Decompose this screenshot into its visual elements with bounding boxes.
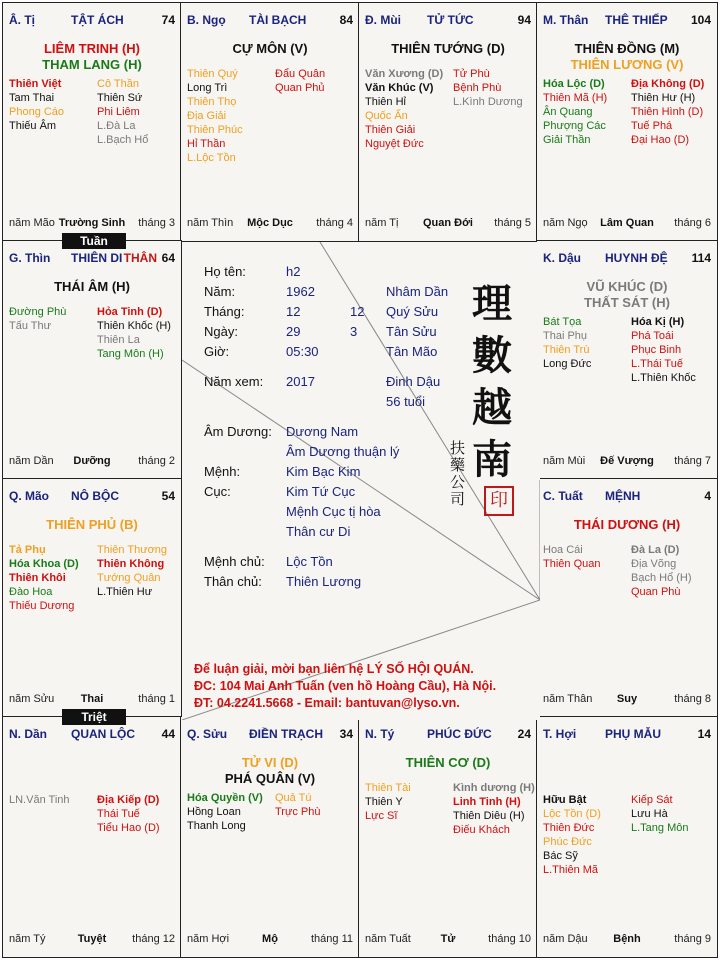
palace-month: tháng 1 (138, 693, 175, 705)
palace-month: tháng 7 (674, 455, 711, 467)
palace-number: 34 (339, 727, 353, 741)
minor-star: Tấu Thư (9, 320, 52, 332)
minor-star: Thiên Hư (H) (631, 92, 696, 104)
palace-header (543, 727, 711, 743)
minor-star: Thiên Quý (187, 68, 238, 80)
minor-star: Phúc Đức (543, 836, 592, 848)
month-label: Tháng: (204, 304, 245, 319)
palace-year: năm Dần (9, 455, 54, 467)
minor-star: Linh Tinh (H) (453, 796, 521, 808)
palace-stage: Mộc Dục (247, 217, 293, 229)
calligraphy-char: 越 (472, 384, 512, 431)
minor-star: L.Bạch Hổ (97, 134, 149, 146)
palace-footer (365, 217, 531, 231)
minor-star: Thanh Long (187, 820, 246, 832)
minor-stars-right (97, 77, 148, 147)
minor-star: L.Đà La (97, 120, 136, 132)
palace-number: 84 (339, 13, 353, 27)
minor-star: Thiên Tài (365, 782, 411, 794)
menh-chu-value: Lộc Tồn (286, 554, 333, 569)
minor-star: Địa Kiếp (D) (97, 794, 160, 806)
minor-star: L.Kình Dương (453, 96, 523, 108)
palace-name: MỆNH (605, 489, 641, 503)
palace-number: 54 (161, 489, 175, 503)
minor-star: Thiên Trù (543, 344, 590, 356)
palace-footer (365, 933, 531, 947)
main-star: THIÊN CƠ (D) (405, 755, 491, 770)
palace-number: 94 (517, 13, 531, 27)
palace-year: năm Hợi (187, 933, 230, 945)
minor-star: Tiểu Hao (D) (97, 822, 160, 834)
palace-month: tháng 3 (138, 217, 175, 229)
palace-stage: Tử (440, 933, 456, 945)
minor-star: Thiên Không (97, 558, 165, 570)
palace-name: PHỤ MẪU (605, 727, 661, 741)
palace-stage: Thai (80, 693, 104, 705)
palace-cell-ty[interactable] (358, 716, 538, 958)
minor-star: Thiên Hỉ (365, 96, 406, 108)
minor-star: Văn Xương (D) (365, 68, 444, 80)
minor-star: Thiên Diêu (H) (453, 810, 525, 822)
main-star: THIÊN PHỦ (B) (46, 517, 138, 532)
minor-star: Thiếu Dương (9, 600, 75, 612)
minor-star: Kiếp Sát (631, 794, 673, 806)
palace-number: 24 (517, 727, 531, 741)
palace-cell-than[interactable] (536, 2, 718, 242)
minor-star: Hữu Bật (543, 794, 587, 806)
minor-stars-left (9, 793, 70, 807)
than-chu-value: Thiên Lương (286, 574, 362, 589)
minor-star: Điếu Khách (453, 824, 510, 836)
main-star: CỰ MÔN (V) (232, 41, 308, 56)
minor-stars-right (275, 67, 325, 95)
menh-value: Kim Bạc Kim (286, 464, 361, 479)
palace-name: TỬ TỨC (427, 13, 474, 27)
palace-cell-dau[interactable] (536, 240, 718, 480)
minor-star: Thiên Thọ (187, 96, 237, 108)
minor-star: Nguyệt Đức (365, 138, 424, 150)
palace-year: năm Tuất (365, 933, 411, 945)
minor-star: L.Thiên Khốc (631, 372, 696, 384)
year-value: 1962 (286, 284, 315, 299)
center-info-panel (182, 242, 540, 720)
palace-cell-thin[interactable] (2, 240, 182, 480)
palace-stage: Mộ (262, 933, 278, 945)
palace-year: năm Tý (9, 933, 46, 945)
minor-star: Lưu Hà (631, 808, 668, 820)
minor-star: Phục Binh (631, 344, 682, 356)
minor-star: Tả Phụ (9, 544, 46, 556)
palace-month: tháng 9 (674, 933, 711, 945)
minor-star: L.Tang Môn (631, 822, 689, 834)
palace-month: tháng 10 (488, 933, 531, 945)
minor-stars-left (187, 67, 243, 165)
minor-star: Thiên Y (365, 796, 403, 808)
palace-name: TÀI BẠCH (249, 13, 307, 27)
view-year-label: Năm xem: (204, 374, 264, 389)
minor-star: Lực Sĩ (365, 810, 398, 822)
main-star: THIÊN ĐỒNG (M) (574, 41, 680, 56)
than-cu-note: Thân cư Di (286, 524, 351, 539)
palace-header (187, 727, 353, 743)
palace-year: năm Dậu (543, 933, 588, 945)
minor-stars-left (543, 793, 601, 877)
palace-month: tháng 8 (674, 693, 711, 705)
contact-line-1: Để luận giải, mời bạn liên hệ LÝ SỐ HỘI QUÁN. (194, 662, 474, 676)
palace-cell-mao[interactable] (2, 478, 182, 718)
palace-name: NÔ BỘC (71, 489, 119, 503)
minor-star: Long Đức (543, 358, 592, 370)
palace-cell-dan[interactable] (2, 716, 182, 958)
main-star: THÁI ÂM (H) (54, 279, 130, 294)
minor-stars-right (631, 77, 704, 147)
menh-chu-label: Mệnh chủ: (204, 554, 265, 569)
minor-star: Hóa Lộc (D) (543, 78, 605, 90)
minor-star: Địa Không (D) (631, 78, 705, 90)
minor-star: Hỏa Tinh (D) (97, 306, 163, 318)
main-star: TỬ VI (D) (241, 755, 299, 770)
contact-phone-email: ĐT: 04.2241.5668 - Email: bantuvan@lyso.vn. (194, 696, 460, 710)
palace-footer (9, 693, 175, 707)
palace-branch: C. Tuất (543, 489, 583, 503)
calligraphy-signature (450, 440, 466, 508)
minor-star: Văn Khúc (V) (365, 82, 434, 94)
palace-branch: G. Thìn (9, 251, 51, 265)
than-marker: THÂN (123, 251, 157, 265)
palace-name: HUYNH ĐỆ (605, 251, 668, 265)
minor-star: Thiên Hình (D) (631, 106, 704, 118)
palace-number: 14 (697, 727, 711, 741)
palace-branch: Q. Sửu (187, 727, 228, 741)
palace-stage: Dưỡng (73, 455, 111, 467)
minor-star: Quả Tú (275, 792, 312, 804)
palace-header (543, 489, 711, 505)
palace-footer (543, 217, 711, 231)
minor-star: Thiếu Âm (9, 120, 57, 132)
menh-label: Mệnh: (204, 464, 241, 479)
minor-star: Thiên La (97, 334, 140, 346)
hour-can-chi: Tân Mão (386, 344, 438, 359)
day-value: 29 (286, 324, 301, 339)
year-can-chi: Nhâm Dần (386, 284, 449, 299)
palace-footer (187, 217, 353, 231)
palace-year: năm Tị (365, 217, 399, 229)
minor-star: Thiên Phúc (187, 124, 243, 136)
palace-year: năm Mão (9, 217, 55, 229)
minor-stars-left (365, 781, 411, 823)
main-star: THẤT SÁT (H) (584, 295, 670, 310)
palace-branch: Â. Tị (9, 13, 35, 27)
minor-stars-left (187, 791, 263, 833)
minor-star: L.Thiên Mã (543, 864, 599, 876)
main-star: THIÊN LƯƠNG (V) (570, 57, 684, 72)
minor-star: Trực Phù (275, 806, 321, 818)
minor-star: Phá Toái (631, 330, 674, 342)
minor-star: Hoa Cái (543, 544, 583, 556)
minor-star: Thiên Quan (543, 558, 601, 570)
minor-star: L.Thái Tuế (631, 358, 683, 370)
than-chu-label: Thân chủ: (204, 574, 262, 589)
signature-char: 司 (450, 490, 466, 508)
hour-label: Giờ: (204, 344, 230, 359)
minor-star: Quan Phủ (275, 82, 325, 94)
palace-name: THIÊN DI (71, 251, 123, 265)
view-year-can-chi: Đinh Dậu (386, 374, 441, 389)
palace-cell-ngo[interactable] (180, 2, 360, 242)
signature-char: 藥 (450, 456, 466, 474)
minor-stars-left (9, 305, 66, 333)
minor-star: Đại Hao (D) (631, 134, 690, 146)
palace-branch: K. Dậu (543, 251, 582, 265)
palace-cell-ti[interactable] (2, 2, 182, 242)
tuan-marker: Tuần (62, 233, 126, 249)
red-seal-stamp: 印 (484, 486, 514, 516)
palace-branch: Đ. Mùi (365, 13, 401, 27)
main-star: THÁI DƯƠNG (H) (573, 517, 681, 532)
minor-star: Thiên Khôi (9, 572, 66, 584)
palace-number: 114 (691, 251, 711, 265)
palace-footer (9, 933, 175, 947)
year-label: Năm: (204, 284, 236, 299)
palace-month: tháng 12 (132, 933, 175, 945)
minor-stars-left (543, 315, 591, 371)
minor-star: Thai Phụ (543, 330, 588, 342)
palace-stage: Quan Đới (423, 217, 473, 229)
palace-month: tháng 11 (310, 933, 353, 945)
minor-stars-right (97, 793, 160, 835)
minor-star: Đẩu Quân (275, 68, 326, 80)
minor-stars-right (631, 543, 692, 599)
palace-name: TẬT ÁCH (71, 13, 124, 27)
palace-header (365, 13, 531, 29)
minor-star: L.Lộc Tồn (187, 152, 236, 164)
palace-footer (187, 933, 353, 947)
signature-char: 扶 (450, 439, 466, 457)
palace-footer (9, 217, 175, 231)
calligraphy-char: 理 (472, 280, 512, 327)
amduong-value: Dương Nam (286, 424, 359, 439)
minor-star: Lộc Tồn (D) (543, 808, 601, 820)
main-star: THAM LANG (H) (42, 57, 142, 72)
palace-number: 4 (704, 489, 711, 503)
view-year-value: 2017 (286, 374, 315, 389)
palace-branch: T. Hợi (543, 727, 577, 741)
minor-star: Tướng Quân (97, 572, 161, 584)
palace-header (365, 727, 531, 743)
palace-name: ĐIỀN TRẠCH (249, 727, 323, 741)
palace-number: 74 (161, 13, 175, 27)
minor-star: L.Thiên Hư (97, 586, 153, 598)
palace-branch: M. Thân (543, 13, 589, 27)
palace-name: PHÚC ĐỨC (427, 727, 492, 741)
signature-char: 公 (450, 473, 466, 491)
minor-star: Thiên Sứ (97, 92, 143, 104)
palace-header (543, 13, 711, 29)
minor-star: Hóa Khoa (D) (9, 558, 79, 570)
name-label: Họ tên: (204, 264, 246, 279)
palace-month: tháng 5 (494, 217, 531, 229)
minor-stars-left (543, 77, 607, 147)
minor-star: Đà La (D) (631, 544, 680, 556)
palace-stage: Lâm Quan (600, 217, 654, 229)
minor-star: Địa Võng (631, 558, 677, 570)
calligraphy-char: 南 (472, 436, 512, 483)
minor-star: Giải Thần (543, 134, 591, 146)
minor-star: Phi Liêm (97, 106, 140, 118)
palace-header (543, 251, 711, 267)
minor-star: Bệnh Phù (453, 82, 502, 94)
minor-stars-right (631, 793, 688, 835)
minor-star: Quốc Ấn (365, 110, 408, 122)
palace-cell-tuat[interactable] (536, 478, 718, 718)
month-can-chi: Quý Sửu (386, 304, 439, 319)
minor-stars-left (9, 543, 79, 613)
palace-header (9, 251, 175, 267)
hour-value: 05:30 (286, 344, 319, 359)
palace-year: năm Ngọ (543, 217, 588, 229)
minor-stars-left (9, 77, 64, 133)
palace-branch: N. Dần (9, 727, 48, 741)
palace-cell-mui[interactable] (358, 2, 538, 242)
minor-star: Tam Thai (9, 92, 55, 104)
minor-star: Tử Phù (453, 68, 490, 80)
month-lunar: 12 (350, 304, 365, 319)
age-value: 56 tuổi (386, 394, 426, 409)
minor-star: Cô Thần (97, 78, 139, 90)
palace-footer (9, 455, 175, 469)
minor-star: Bác Sỹ (543, 850, 578, 862)
minor-star: Phong Cáo (9, 106, 65, 118)
palace-stage: Bệnh (613, 933, 641, 945)
amduong-label: Âm Dương: (204, 424, 272, 439)
palace-footer (543, 933, 711, 947)
main-star: PHÁ QUÂN (V) (224, 771, 316, 786)
main-star: VŨ KHÚC (D) (586, 279, 668, 294)
month-value: 12 (286, 304, 301, 319)
minor-star: Ân Quang (543, 106, 593, 118)
minor-stars-right (97, 543, 167, 599)
palace-number: 104 (690, 13, 711, 27)
cuc-value: Kim Tứ Cục (286, 484, 356, 499)
minor-star: Địa Giải (187, 110, 227, 122)
minor-star: Hóa Kị (H) (631, 316, 685, 328)
minor-stars-left (365, 67, 443, 151)
minor-star: Hỉ Thần (187, 138, 226, 150)
cuc-note: Mệnh Cục tị hòa (286, 504, 381, 519)
minor-star: Hóa Quyền (V) (187, 792, 263, 804)
minor-star: Bạch Hổ (H) (631, 572, 692, 584)
cuc-label: Cục: (204, 484, 231, 499)
palace-stage: Trường Sinh (58, 217, 126, 229)
palace-number: 64 (161, 251, 175, 265)
main-star: LIÊM TRINH (H) (43, 41, 141, 56)
minor-star: Thiên Khốc (H) (97, 320, 171, 332)
minor-star: Tang Môn (H) (97, 348, 164, 360)
minor-star: Thiên Thương (97, 544, 168, 556)
day-label: Ngày: (204, 324, 238, 339)
contact-address: ĐC: 104 Mai Anh Tuấn (ven hồ Hoàng Cầu), Hà Nội. (194, 679, 497, 693)
minor-stars-right (97, 305, 171, 361)
palace-header (187, 13, 353, 29)
horoscope-board (2, 2, 718, 958)
minor-star: Long Trì (187, 82, 228, 94)
palace-header (9, 727, 175, 743)
minor-star: Quan Phù (631, 586, 681, 598)
palace-year: năm Thìn (187, 217, 234, 229)
amduong-note: Âm Dương thuận lý (286, 444, 400, 459)
minor-star: Bát Tọa (543, 316, 582, 328)
palace-header (9, 13, 175, 29)
palace-branch: Q. Mão (9, 489, 50, 503)
minor-star: Kình dương (H) (453, 782, 535, 794)
palace-name: THÊ THIẾP (605, 13, 668, 27)
name-value: h2 (286, 264, 301, 279)
minor-stars-right (453, 67, 523, 109)
palace-footer (543, 455, 711, 469)
minor-stars-right (631, 315, 696, 385)
palace-cell-suu[interactable] (180, 716, 360, 958)
palace-cell-hoi[interactable] (536, 716, 718, 958)
minor-star: LN.Văn Tinh (9, 794, 70, 806)
minor-star: Tuế Phá (631, 120, 673, 132)
palace-branch: N. Tý (365, 727, 395, 741)
day-lunar: 3 (350, 324, 358, 339)
palace-month: tháng 6 (674, 217, 711, 229)
palace-stage: Đế Vượng (600, 455, 654, 467)
palace-number: 44 (161, 727, 175, 741)
minor-star: Thiên Giải (365, 124, 416, 136)
minor-star: Đường Phù (9, 306, 67, 318)
palace-year: năm Thân (543, 693, 593, 705)
palace-year: năm Mùi (543, 455, 586, 467)
minor-star: Đào Hoa (9, 586, 53, 598)
palace-branch: B. Ngọ (187, 13, 226, 27)
minor-stars-right (275, 791, 320, 819)
minor-stars-left (543, 543, 600, 571)
minor-star: Thái Tuế (97, 808, 140, 820)
minor-star: Thiên Đức (543, 822, 595, 834)
minor-star: Hồng Loan (187, 806, 241, 818)
minor-star: Phượng Các (543, 120, 606, 132)
calligraphy-char: 數 (472, 332, 512, 379)
minor-star: Thiên Mã (H) (543, 92, 608, 104)
palace-stage: Tuyệt (77, 933, 107, 945)
triet-marker: Triệt (62, 709, 126, 725)
palace-header (9, 489, 175, 505)
palace-stage: Suy (616, 693, 638, 705)
palace-footer (543, 693, 711, 707)
day-can-chi: Tân Sửu (386, 324, 437, 339)
palace-month: tháng 2 (138, 455, 175, 467)
minor-star: Thiên Việt (9, 78, 62, 90)
palace-month: tháng 4 (316, 217, 353, 229)
palace-name: QUAN LỘC (71, 727, 135, 741)
main-star: THIÊN TƯỚNG (D) (391, 41, 505, 56)
palace-year: năm Sửu (9, 693, 55, 705)
minor-stars-right (453, 781, 535, 837)
